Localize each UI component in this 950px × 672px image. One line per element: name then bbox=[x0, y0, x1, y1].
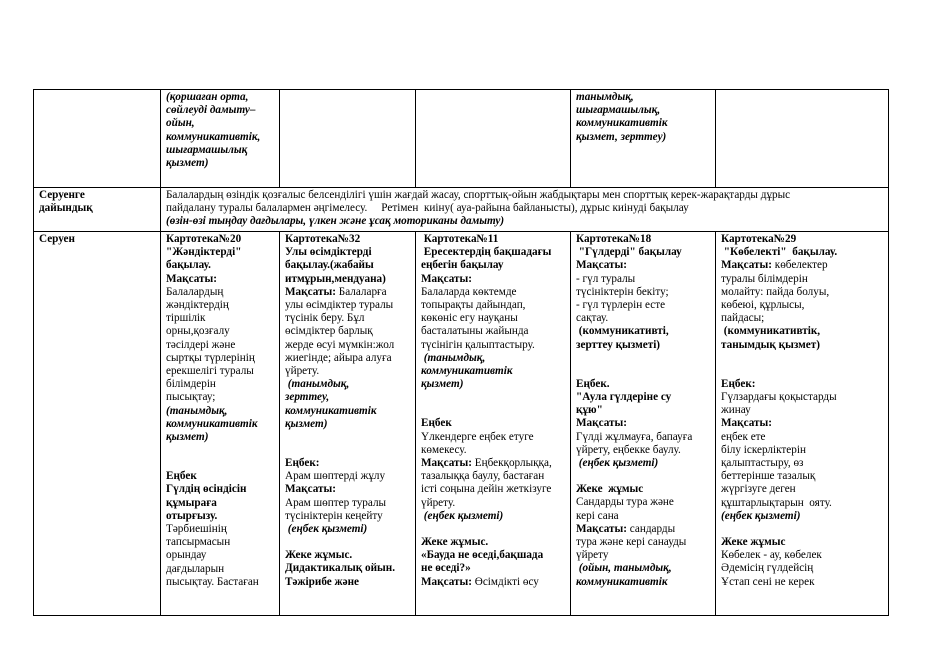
card-line bbox=[421, 523, 565, 536]
card-line bbox=[721, 365, 883, 378]
lesson-plan-table bbox=[33, 89, 889, 616]
note-line: (қоршаған орта, bbox=[166, 91, 249, 103]
card-line: басталатыны жайында bbox=[421, 325, 529, 338]
card-line: жиегінде; айыра алуға bbox=[285, 351, 392, 364]
card-line: түсініктерін кеңейту bbox=[285, 509, 383, 522]
walk-card-cell bbox=[416, 232, 571, 616]
card-line: құмыраға bbox=[166, 496, 217, 509]
observation-card bbox=[285, 233, 410, 589]
card-line bbox=[166, 444, 274, 457]
card-line: Үлкендерге еңбек етуге bbox=[421, 430, 534, 443]
card-line: Еңбек bbox=[421, 417, 452, 430]
card-line: құю" bbox=[576, 404, 603, 417]
card-line: Ұстап сені не керек bbox=[721, 575, 815, 588]
card-line: кері сана bbox=[576, 509, 619, 522]
card-line: "Жәндіктерді" bbox=[166, 246, 242, 259]
note-line: қызмет) bbox=[166, 157, 209, 170]
card-line-lead: Мақсаты: bbox=[285, 285, 336, 298]
card-line: Мақсаты: bbox=[285, 483, 336, 496]
card-line: Балаларда көктемде bbox=[421, 285, 517, 298]
card-line: Мақсаты: Еңбекқорлыққа, bbox=[421, 457, 552, 470]
card-line: Арам шөптерді жұлу bbox=[285, 470, 386, 483]
card-line: Ересектердің бақшадағы bbox=[421, 246, 552, 259]
card-line: тура және кері санауды bbox=[576, 536, 687, 549]
card-line: тәсілдері және bbox=[166, 338, 236, 351]
card-line-lead: Мақсаты: bbox=[421, 575, 472, 588]
card-line: Көбелек - ау, көбелек bbox=[721, 549, 822, 562]
walk-card-cell bbox=[571, 232, 716, 616]
card-line: Балалардың bbox=[166, 285, 224, 298]
card-line: тапсырмасын bbox=[166, 536, 231, 549]
card-line-lead: Мақсаты: bbox=[721, 259, 772, 272]
card-line-lead: Мақсаты: bbox=[421, 457, 472, 470]
card-line: Тәжірибе және bbox=[285, 575, 360, 588]
card-line: Жеке жұмыс bbox=[576, 483, 644, 496]
card-line: істі соңына дейін жеткізуге bbox=[421, 483, 552, 496]
card-line: үйрету. bbox=[421, 496, 456, 509]
card-line: Жеке жұмыс bbox=[721, 536, 786, 549]
card-line: беттерінше тазалық bbox=[721, 470, 816, 483]
card-line: қызмет) bbox=[166, 431, 209, 444]
card-line: сақтау. bbox=[576, 312, 609, 325]
card-line: Картотека№18 bbox=[576, 233, 652, 245]
card-line: Мақсаты: bbox=[576, 259, 627, 272]
card-line: еңбегін бақылау bbox=[421, 259, 504, 272]
card-line: Картотека№32 bbox=[285, 233, 361, 245]
card-line: Картотека№11 bbox=[421, 233, 499, 245]
card-line: Мақсаты: bbox=[721, 417, 772, 430]
card-line: қызмет) bbox=[285, 417, 328, 430]
card-line: жинау bbox=[721, 404, 751, 417]
walk-prep-note: (өзін-өзі тыңдау дағдылары, үлкен және ұсақ моториканы дамыту) bbox=[166, 215, 505, 228]
card-line: үйрету bbox=[576, 549, 609, 562]
card-line: құштарлықтарын ояту. bbox=[721, 496, 832, 509]
walk-card-cell bbox=[716, 232, 889, 616]
note-line: танымдық, bbox=[576, 91, 634, 103]
card-line: (еңбек қызметі) bbox=[576, 457, 659, 470]
card-line: пысықтау. Бастаған bbox=[166, 575, 259, 588]
row1-cell-2 bbox=[280, 90, 416, 188]
table-row bbox=[34, 188, 889, 232]
card-line: көбеюі, құрлысы, bbox=[721, 299, 805, 312]
walk-prep-label-cell bbox=[34, 188, 161, 232]
card-line: көкөніс егу науқаны bbox=[421, 312, 518, 325]
card-line: туралы білімдерін bbox=[721, 272, 808, 285]
card-line bbox=[721, 352, 883, 365]
card-line: «Бауда не өседі,бақшада bbox=[421, 549, 544, 562]
row1-cell-1 bbox=[161, 90, 280, 188]
card-line: улы өсімдіктер туралы bbox=[285, 299, 394, 312]
card-line: Мақсаты: көбелектер bbox=[721, 259, 828, 272]
card-line: ерекшелігі туралы bbox=[166, 365, 254, 378]
card-line: танымдық қызмет) bbox=[721, 338, 820, 351]
card-line: топырақты дайындап, bbox=[421, 299, 526, 312]
card-line: үйрету. bbox=[285, 365, 320, 378]
card-line: тіршілік bbox=[166, 312, 206, 325]
card-line: (танымдық, bbox=[421, 351, 486, 364]
card-line: жерде өсуі мүмкін:жол bbox=[285, 338, 395, 351]
card-line: коммуникативтік bbox=[576, 575, 668, 588]
card-line: сыртқы түрлерінің bbox=[166, 351, 255, 364]
activity-note bbox=[166, 91, 274, 170]
card-line: зерттеу қызметі) bbox=[576, 338, 661, 351]
note-line: коммуникативтік bbox=[576, 117, 668, 130]
card-line: көмекесу. bbox=[421, 443, 467, 456]
note-line: қызмет, зерттеу) bbox=[576, 130, 667, 143]
card-line: Мақсаты: bbox=[421, 272, 472, 285]
observation-card bbox=[421, 233, 565, 589]
activity-note bbox=[576, 91, 710, 144]
card-line: жүргізуге деген bbox=[721, 483, 796, 496]
card-line: Жеке жұмыс. bbox=[285, 549, 353, 562]
card-line: не өседі?» bbox=[421, 562, 471, 575]
card-line bbox=[576, 352, 710, 365]
card-line: өсімдіктер барлық bbox=[285, 325, 373, 338]
card-line bbox=[166, 457, 274, 470]
card-line: отырғызу. bbox=[166, 509, 218, 522]
card-line: итмұрын,мендуана) bbox=[285, 272, 386, 285]
card-line: "Көбелекті" бақылау. bbox=[721, 246, 838, 259]
card-line: (коммуникативтік, bbox=[721, 325, 821, 338]
card-line: Еңбек: bbox=[721, 377, 756, 390]
card-line: білу іскерліктерін bbox=[721, 443, 806, 456]
card-line bbox=[576, 470, 710, 483]
note-line: шығармашылық bbox=[166, 143, 248, 156]
card-line: (коммуникативті, bbox=[576, 325, 669, 338]
card-line: Мақсаты: Өсімдікті өсу bbox=[421, 575, 539, 588]
card-line: молайту: пайда болуы, bbox=[721, 285, 830, 298]
card-line: қалыптастыру, өз bbox=[721, 457, 804, 470]
card-line bbox=[721, 523, 883, 536]
card-line: (танымдық, bbox=[285, 378, 350, 391]
card-line: Дидактикалық ойын. bbox=[285, 562, 396, 575]
card-line: зерттеу, bbox=[285, 391, 330, 404]
card-line: Еңбек: bbox=[285, 457, 320, 470]
card-line: (танымдық, bbox=[166, 404, 228, 417]
card-line: Сандарды тура және bbox=[576, 496, 674, 509]
card-line: жәндіктердің bbox=[166, 299, 229, 312]
walk-card-cell bbox=[280, 232, 416, 616]
card-line: "Аула гүлдеріне су bbox=[576, 391, 672, 404]
walk-label-cell bbox=[34, 232, 161, 616]
card-line bbox=[285, 444, 410, 457]
card-line: Еңбек bbox=[166, 470, 197, 483]
card-line bbox=[576, 365, 710, 378]
card-line: дағдыларын bbox=[166, 562, 225, 575]
row1-cell-3 bbox=[416, 90, 571, 188]
card-line: еңбек ете bbox=[721, 430, 766, 443]
card-line: Тәрбиешінің bbox=[166, 523, 227, 536]
card-line: түсініктерін бекіту; bbox=[576, 285, 669, 298]
card-line bbox=[421, 391, 565, 404]
card-line: Гүлзардағы қоқыстарды bbox=[721, 391, 837, 404]
card-line: Картотека№20 bbox=[166, 233, 242, 245]
note-line: шығармашылық, bbox=[576, 104, 661, 117]
card-line: Мақсаты: bbox=[166, 272, 217, 285]
card-line bbox=[285, 536, 410, 549]
table-row bbox=[34, 232, 889, 616]
card-line: Мақсаты: сандарды bbox=[576, 522, 676, 535]
card-line: түсінік беру. Бұл bbox=[285, 312, 365, 325]
card-line-lead: Мақсаты: bbox=[576, 522, 627, 535]
card-line: (еңбек қызметі) bbox=[421, 509, 504, 522]
card-line: пайдасы; bbox=[721, 312, 765, 325]
card-line: Арам шөптер туралы bbox=[285, 496, 387, 509]
row-label: Серуенге bbox=[39, 189, 85, 201]
row1-cell-5 bbox=[716, 90, 889, 188]
note-line: коммуникативтік, bbox=[166, 130, 261, 143]
card-line: орны,қозғалу bbox=[166, 325, 230, 338]
card-line: үйрету, еңбекке баулу. bbox=[576, 443, 681, 456]
observation-card bbox=[721, 233, 883, 589]
card-line: Гүлді жұлмауға, бапауға bbox=[576, 430, 693, 443]
card-line: (еңбек қызметі) bbox=[285, 523, 368, 536]
walk-prep-text: Балалардың өзіндік қозғалыс белсенділігі үшін жағдай жасау, спорттық-ойын жабдықтары мен спорттық керек-жарақтарды дұрыс bbox=[166, 189, 791, 201]
card-line: (ойын, танымдық, bbox=[576, 562, 672, 575]
card-line bbox=[421, 404, 565, 417]
row-label: дайындық bbox=[39, 202, 93, 215]
card-line: - гүл түрлерін есте bbox=[576, 299, 666, 312]
card-line: коммуникативтік bbox=[421, 365, 513, 378]
card-line bbox=[285, 431, 410, 444]
card-line: бақылау. bbox=[166, 259, 211, 272]
walk-prep-content-cell bbox=[161, 188, 889, 232]
card-line: тазалыққа баулу, бастаған bbox=[421, 470, 545, 483]
card-line: Әдемісің гүлдейсің bbox=[721, 562, 814, 575]
card-line: - гүл туралы bbox=[576, 272, 636, 285]
card-line: білімдерін bbox=[166, 378, 216, 391]
observation-card bbox=[576, 233, 710, 589]
card-line: Мақсаты: Балаларға bbox=[285, 285, 387, 298]
card-line: коммуникативтік bbox=[285, 404, 377, 417]
card-line: Мақсаты: bbox=[576, 417, 627, 430]
walk-card-cell bbox=[161, 232, 280, 616]
card-line: Жеке жұмыс. bbox=[421, 536, 489, 549]
card-line: түсінігін қалыптастыру. bbox=[421, 338, 535, 351]
card-line: Гүлдің өсіндісін bbox=[166, 483, 247, 496]
card-line: (еңбек қызметі) bbox=[721, 509, 801, 522]
table-row bbox=[34, 90, 889, 188]
note-line: сөйлеуді дамыту– bbox=[166, 104, 256, 117]
card-line: пысықтау; bbox=[166, 391, 216, 404]
row-label: Серуен bbox=[39, 233, 75, 245]
card-line: қызмет) bbox=[421, 378, 464, 391]
row1-label-cell bbox=[34, 90, 161, 188]
card-line: бақылау.(жабайы bbox=[285, 259, 374, 272]
note-line: ойын, bbox=[166, 117, 195, 130]
card-line: Еңбек. bbox=[576, 377, 610, 390]
card-line: Улы өсімдіктерді bbox=[285, 246, 372, 259]
card-line: орындау bbox=[166, 549, 207, 562]
card-line: "Гүлдерді" бақылау bbox=[576, 246, 682, 259]
walk-prep-text: пайдалану туралы балалармен әңгімелесу. Ретімен киіну( ауа-райына байланысты), дұрыс киінуді бақылау bbox=[166, 202, 689, 215]
card-line: коммуникативтік bbox=[166, 417, 258, 430]
row1-cell-4 bbox=[571, 90, 716, 188]
observation-card bbox=[166, 233, 274, 589]
card-line: Картотека№29 bbox=[721, 233, 797, 245]
